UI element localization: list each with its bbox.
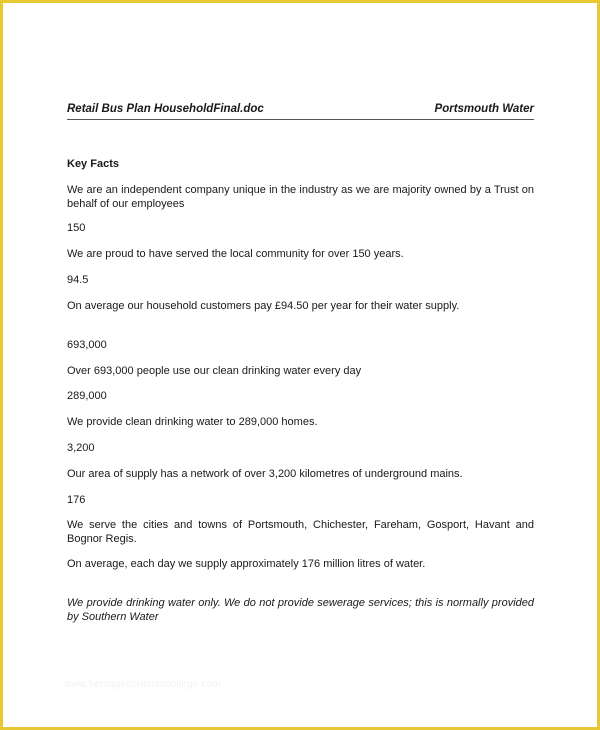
fact-number-94-5: 94.5 <box>67 274 89 286</box>
watermark-text: www.heritagechristiancollege.com <box>64 679 222 690</box>
paragraph-ownership: We are an independent company unique in the industry as we are majority owned by a Trust on behalf of our employees <box>67 184 534 210</box>
fact-number-150: 150 <box>67 222 86 234</box>
document-header <box>67 103 534 120</box>
paragraph-cities-served: We serve the cities and towns of Portsmouth, Chichester, Fareham, Gosport, Havant and Bognor Regis. <box>67 519 534 545</box>
paragraph-history: We are proud to have served the local community for over 150 years. <box>67 248 404 260</box>
paragraph-daily-supply: On average, each day we supply approximately 176 million litres of water. <box>67 558 426 570</box>
fact-number-693000: 693,000 <box>67 339 107 351</box>
paragraph-sewerage-note: We provide drinking water only. We do not provide sewerage services; this is normally provided by Southern Water <box>67 597 534 623</box>
fact-number-3200: 3,200 <box>67 442 95 454</box>
fact-number-289000: 289,000 <box>67 390 107 402</box>
section-heading: Key Facts <box>67 158 119 170</box>
fact-number-176: 176 <box>67 494 86 506</box>
paragraph-average-bill: On average our household customers pay £94.50 per year for their water supply. <box>67 300 460 312</box>
paragraph-people-served: Over 693,000 people use our clean drinking water every day <box>67 365 362 377</box>
paragraph-mains-network: Our area of supply has a network of over 3,200 kilometres of underground mains. <box>67 468 463 480</box>
header-company-name: Portsmouth Water <box>434 103 534 115</box>
header-document-title: Retail Bus Plan HouseholdFinal.doc <box>67 103 264 115</box>
paragraph-homes-served: We provide clean drinking water to 289,000 homes. <box>67 416 318 428</box>
